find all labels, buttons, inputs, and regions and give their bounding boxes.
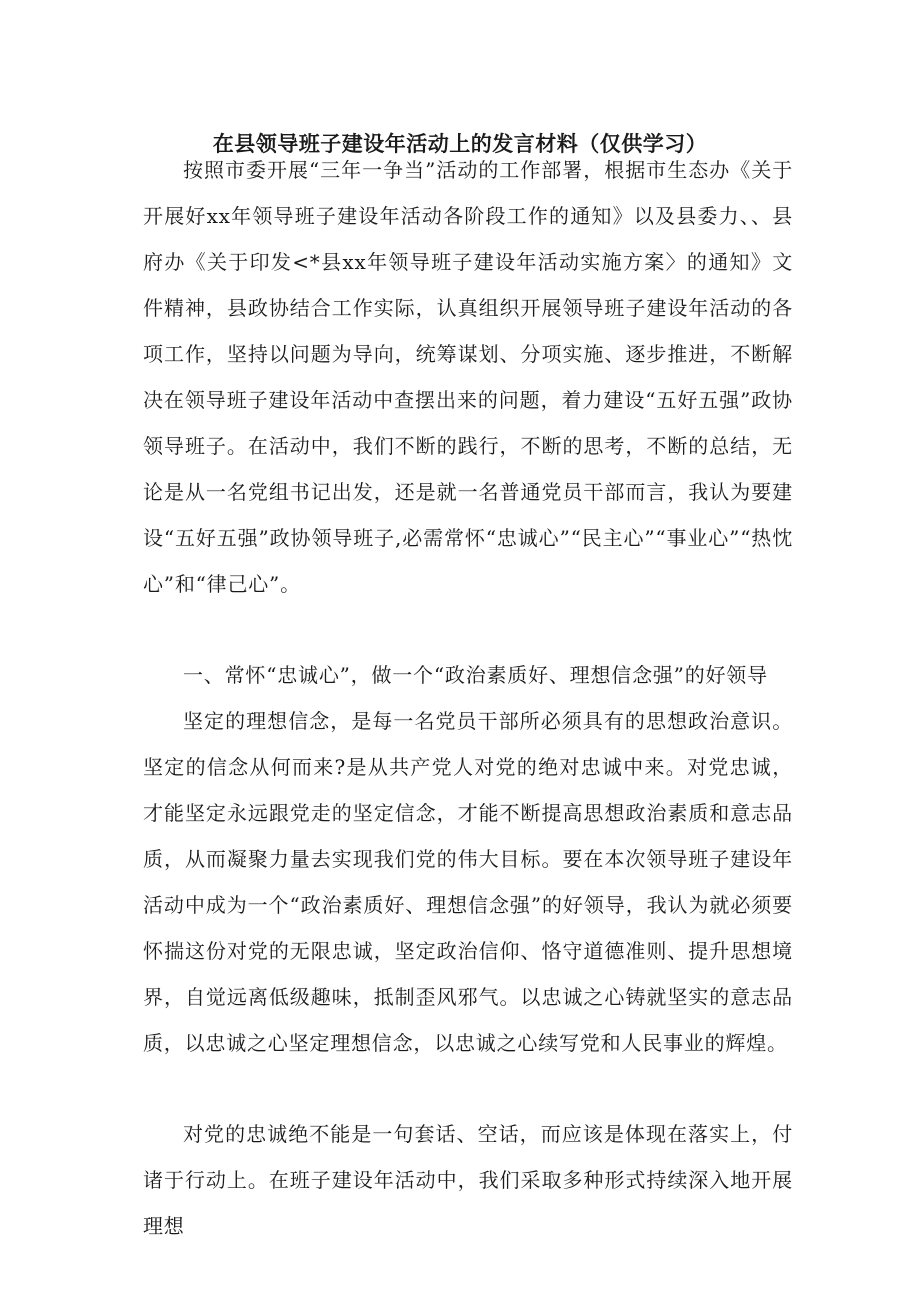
- paragraph-intro: 按照市委开展“三年一争当”活动的工作部署，根据市生态办《关于开展好xx年领导班子建设年活动各阶段工作的通知》以及县委力、、县府办《关于印发<*县xx年领导班子建设年活动实施方案〉的通知》文件精神，县政协结合工作实际，认真组织开展领导班子建设年活动的各项工作，坚持以问题为导向，统筹谋划、分项实施、逐步推进，不断解决在领导班子建设年活动中查摆出来的问题，着力建设“五好五强”政协领导班子。在活动中，我们不断的践行，不断的思考，不断的总结，无论是从一名党组书记出发，还是就一名普通党员干部而言，我认为要建设“五好五强”政协领导班子,必需常怀“忠诚心”“民主心”“事业心”“热忱心”和“律己心”。: [143, 158, 793, 596]
- paragraph-loyalty: 坚定的理想信念，是每一名党员干部所必须具有的思想政治意识。坚定的信念从何而来?是从共产党人对党的绝对忠诚中来。对党忠诚，才能坚定永远跟党走的坚定信念，才能不断提高思想政治素质和意志品质，从而凝聚力量去实现我们党的伟大目标。要在本次领导班子建设年活动中成为一个“政治素质好、理想信念强”的好领导，我认为就必须要怀揣这份对党的无限忠诚，坚定政治信仰、恪守道德准则、提升思想境界，自觉远离低级趣味，抵制歪风邪气。以忠诚之心铸就坚实的意志品质，以忠诚之心坚定理想信念，以忠诚之心续写党和人民事业的辉煌。: [143, 709, 793, 1055]
- paragraph-action: 对党的忠诚绝不能是一句套话、空话，而应该是体现在落实上，付诸于行动上。在班子建设年活动中，我们采取多种形式持续深入地开展理想: [143, 1122, 793, 1238]
- paragraph-block-1: [143, 147, 793, 607]
- paragraph-block-2: [143, 652, 793, 698]
- section-heading-1: 一、常怀“忠诚心”，做一个“政治素质好、理想信念强”的好领导: [183, 663, 768, 687]
- paragraph-block-3: [143, 698, 793, 1066]
- document-title: 在县领导班子建设年活动上的发言材料（仅供学习）: [212, 132, 708, 156]
- paragraph-block-4: [143, 1111, 793, 1249]
